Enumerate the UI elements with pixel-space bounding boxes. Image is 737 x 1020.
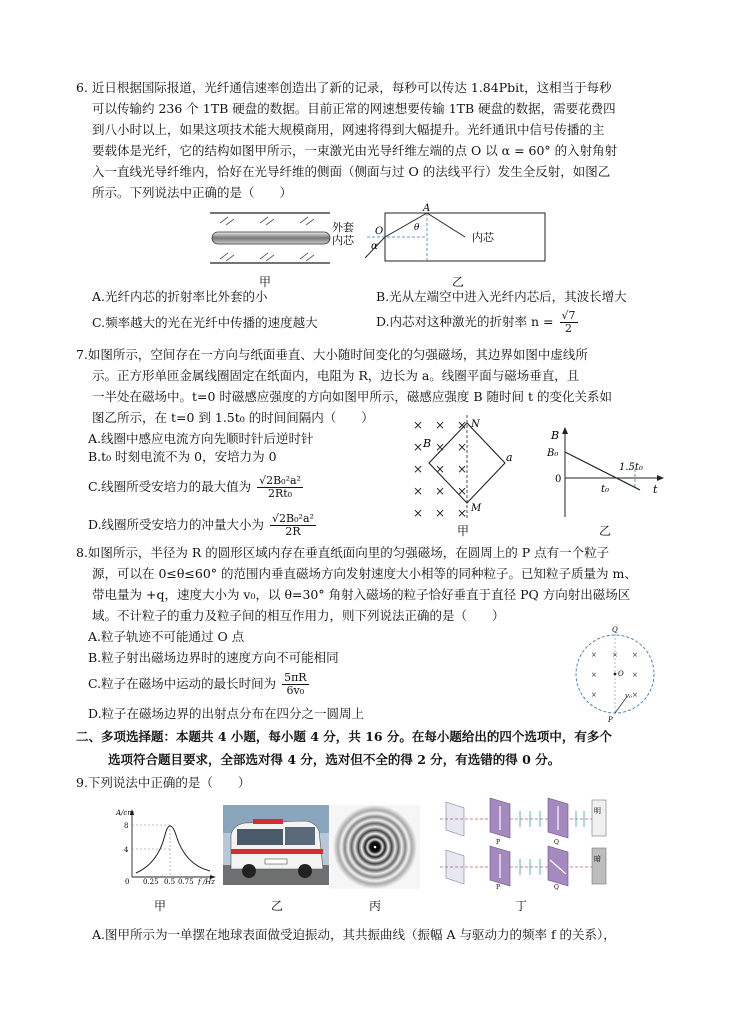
q9-graph-y8: 8: [124, 822, 129, 830]
q9-figure-yi-ambulance: [223, 805, 329, 885]
q8-c-num: 5πR: [284, 671, 307, 684]
q8-fig-Q: Q: [612, 626, 618, 634]
q7-stem-line-1: 7.如图所示，空间存在一方向与纸面垂直、大小随时间变化的匀强磁场，其边界如图中虚线所: [76, 347, 588, 362]
q8-fig-O: O: [618, 670, 624, 678]
q7-figure-jia: [405, 413, 525, 523]
q6-yi-caption: 乙: [451, 275, 464, 289]
q7-c-num: √2B₀²a²: [259, 474, 301, 487]
q8-c-den: 6v₀: [286, 684, 305, 697]
q7-fig-a: a: [506, 451, 513, 464]
q7-d-den: 2R: [285, 525, 301, 538]
q7-c-den: 2Rt₀: [267, 487, 293, 500]
polarizer-row-top: [440, 798, 606, 846]
svg-text:×: ×: [591, 651, 597, 659]
svg-text:×: ×: [435, 440, 446, 454]
q6-option-d: [376, 306, 580, 338]
q9-yi-caption: 乙: [270, 899, 283, 913]
q9-graph-x1: 0.25: [143, 878, 159, 885]
q6-yi-O: O: [375, 226, 384, 237]
q9-ding-bright: 明: [594, 807, 601, 815]
q7-graph-B0: B₀: [547, 448, 559, 459]
q7-yi-caption: 乙: [598, 524, 611, 538]
q9-ding-Q-bottom: Q: [554, 884, 559, 890]
q6-yi-core-label: 内芯: [472, 231, 494, 244]
q9-graph-xlabel: f /Hz: [198, 878, 215, 885]
q6-jia-outer-label: 外套: [332, 221, 354, 234]
svg-text:×: ×: [435, 484, 446, 498]
q7-fig-N: N: [471, 419, 480, 430]
fiber-rod: [212, 232, 330, 244]
svg-text:×: ×: [413, 440, 424, 454]
q7-option-c: [88, 470, 305, 504]
q6-d-num: √7: [561, 309, 576, 322]
q7-graph-zero: 0: [555, 474, 562, 485]
q7-figure-yi: [545, 425, 670, 520]
svg-text:×: ×: [435, 462, 446, 476]
magnetic-field-crosses: [413, 418, 467, 520]
q7-stem-line-3: 一半处在磁场中。t=0 时磁感应强度的方向如图甲所示，磁感应强度 B 随时间 t 的变化关系如: [92, 389, 613, 404]
q8-stem-line-3: 带电量为 +q，速度大小为 v₀，以 θ=30° 角射入磁场的粒子恰好垂直于直径 PQ 方向射出磁场区: [92, 587, 631, 602]
q8-option-c: [88, 667, 311, 701]
svg-text:×: ×: [632, 691, 638, 699]
q9-option-a: A.图甲所示为一单摆在地球表面做受迫振动，其共振曲线（振幅 A 与驱动力的频率 f 的关系），: [92, 927, 616, 942]
q8-fig-P: P: [608, 716, 613, 724]
q6-stem-line-5: 入一直线光导纤维内，恰好在光导纤维的侧面（侧面与过 O 的法线平行）发生全反射，如图乙: [92, 164, 611, 179]
svg-text:×: ×: [457, 462, 468, 476]
svg-text:×: ×: [413, 462, 424, 476]
q7-d-num: √2B₀²a²: [272, 512, 314, 525]
q6-stem-line-1: 6. 近日根据国际报道，光纤通信速率创造出了新的记录，每秒可以传达 1.84Pbit，这相当于每秒: [76, 80, 612, 95]
q6-option-b: B.光从左端空中进入光纤内芯后，其波长增大: [376, 289, 627, 304]
q7-option-c-text: C.线圈所受安培力的最大值为: [88, 479, 252, 494]
svg-text:×: ×: [591, 671, 597, 679]
q8-stem-line-2: 源，可以在 0≤θ≤60° 的范围内垂直磁场方向发射速度大小相等的同种粒子。已知粒子质量为 m、: [92, 566, 637, 581]
polarizer-row-bottom: [440, 846, 606, 890]
svg-text:×: ×: [435, 506, 446, 520]
svg-text:×: ×: [413, 484, 424, 498]
q8-option-c-fraction: [282, 672, 309, 697]
q9-graph-y4: 4: [124, 846, 129, 854]
q9-ding-caption: 丁: [514, 899, 527, 913]
q7-graph-B: B: [551, 429, 560, 442]
section-2-header-line-1: 二、多项选择题：本题共 4 小题，每小题 4 分，共 16 分。在每小题给出的四个选项中，有多个: [76, 729, 612, 744]
q7-graph-15t0: 1.5t₀: [619, 462, 643, 473]
q8-figure: [568, 624, 663, 724]
q6-option-c: C.频率越大的光在光纤中传播的速度越大: [92, 315, 318, 330]
section-2-header-line-2: 选项符合题目要求，全部选对得 4 分，选对但不全的得 2 分，有选错的得 0 分。: [108, 752, 561, 767]
q8-option-c-text: C.粒子在磁场中运动的最长时间为: [88, 676, 277, 691]
q9-ding-Q-top: Q: [554, 839, 559, 846]
q9-graph-x2: 0.5: [164, 878, 176, 885]
q6-option-a: A.光纤内芯的折射率比外套的小: [92, 289, 268, 304]
svg-text:×: ×: [591, 691, 597, 699]
q9-stem: 9.下列说法中正确的是（ ）: [76, 775, 251, 790]
q9-bing-caption: 丙: [368, 899, 381, 913]
q8-stem-line-4: 域。不计粒子的重力及粒子间的相互作用力，则下列说法正确的是（ ）: [92, 608, 505, 623]
q7-jia-caption: 甲: [456, 524, 469, 538]
q7-stem-line-4: 图乙所示，在 t=0 到 1.5t₀ 的时间间隔内（ ）: [92, 410, 374, 425]
q7-option-d: [88, 508, 318, 542]
q6-stem-line-6: 所示。下列说法中正确的是（ ）: [92, 185, 293, 200]
q6-jia-inner-label: 内芯: [332, 234, 354, 247]
q9-figure-ding-polarizers: [440, 798, 620, 890]
q6-figure-jia: [200, 203, 360, 273]
q7-fig-M: M: [471, 503, 482, 514]
q6-yi-alpha: α: [371, 241, 378, 252]
svg-text:×: ×: [457, 506, 468, 520]
q9-ding-dark: 暗: [594, 855, 601, 863]
svg-text:×: ×: [457, 418, 468, 432]
q7-fig-B: B: [423, 437, 432, 450]
q8-fig-v0: v₀: [625, 692, 632, 700]
svg-text:×: ×: [632, 671, 638, 679]
q8-stem-line-1: 8.如图所示，半径为 R 的圆形区域内存在垂直纸面向里的匀强磁场，在圆周上的 P 点有一个粒子: [76, 545, 610, 560]
svg-text:×: ×: [612, 651, 618, 659]
q9-graph-ylabel: A/cm: [116, 809, 134, 817]
q7-graph-t: t: [653, 483, 658, 496]
q7-stem-line-2: 示。正方形单匝金属线圈固定在纸面内，电阻为 R，边长为 a。线圈平面与磁场垂直，且: [92, 368, 580, 383]
q6-option-d-fraction: [560, 310, 578, 335]
svg-text:×: ×: [457, 440, 468, 454]
resonance-curve: [136, 826, 210, 873]
q9-graph-x3: 0.75: [178, 878, 194, 885]
svg-text:×: ×: [435, 418, 446, 432]
q9-graph-zero: 0: [125, 878, 130, 885]
q6-figure-yi: [365, 203, 555, 273]
q6-yi-theta: θ: [414, 223, 420, 233]
q6-stem-line-2: 可以传输约 236 个 1TB 硬盘的数据。目前正常的网速想要传输 1TB 硬盘的数据，需要花费四: [92, 101, 616, 116]
q6-option-d-text: D.内芯对这种激光的折射率 n =: [376, 314, 554, 329]
q9-ding-P-top: P: [496, 839, 501, 846]
q9-ding-P-bottom: P: [496, 884, 501, 890]
q7-graph-t0: t₀: [601, 484, 610, 495]
q7-option-a: A.线圈中感应电流方向先顺时针后逆时针: [88, 431, 314, 446]
svg-text:×: ×: [457, 484, 468, 498]
q8-option-d: D.粒子在磁场边界的出射点分布在四分之一圆周上: [88, 706, 365, 721]
svg-text:×: ×: [632, 651, 638, 659]
q8-option-a: A.粒子轨迹不可能通过 O 点: [88, 629, 245, 644]
svg-text:×: ×: [413, 506, 424, 520]
q6-d-den: 2: [565, 322, 573, 335]
q9-figure-bing-diffraction: [330, 805, 420, 889]
q6-jia-caption: 甲: [258, 275, 271, 289]
q7-option-b: B.t₀ 时刻电流不为 0，安培力为 0: [88, 449, 277, 464]
q6-stem-line-3: 到八小时以上，如果这项技术能大规模商用，网速将得到大幅提升。光纤通讯中信号传播的主: [92, 122, 605, 137]
q7-option-d-text: D.线圈所受安培力的冲量大小为: [88, 517, 265, 532]
q7-option-c-fraction: [257, 475, 303, 500]
q6-yi-A: A: [423, 203, 431, 214]
q9-jia-caption: 甲: [153, 899, 166, 913]
q7-option-d-fraction: [270, 513, 316, 538]
svg-text:×: ×: [413, 418, 424, 432]
q8-option-b: B.粒子射出磁场边界时的速度方向不可能相同: [88, 650, 339, 665]
q9-figure-jia: [110, 805, 220, 885]
q6-stem-line-4: 要载体是光纤，它的结构如图甲所示，一束激光由光导纤维左端的点 O 以 α = 60° 的入射角射: [92, 143, 618, 158]
